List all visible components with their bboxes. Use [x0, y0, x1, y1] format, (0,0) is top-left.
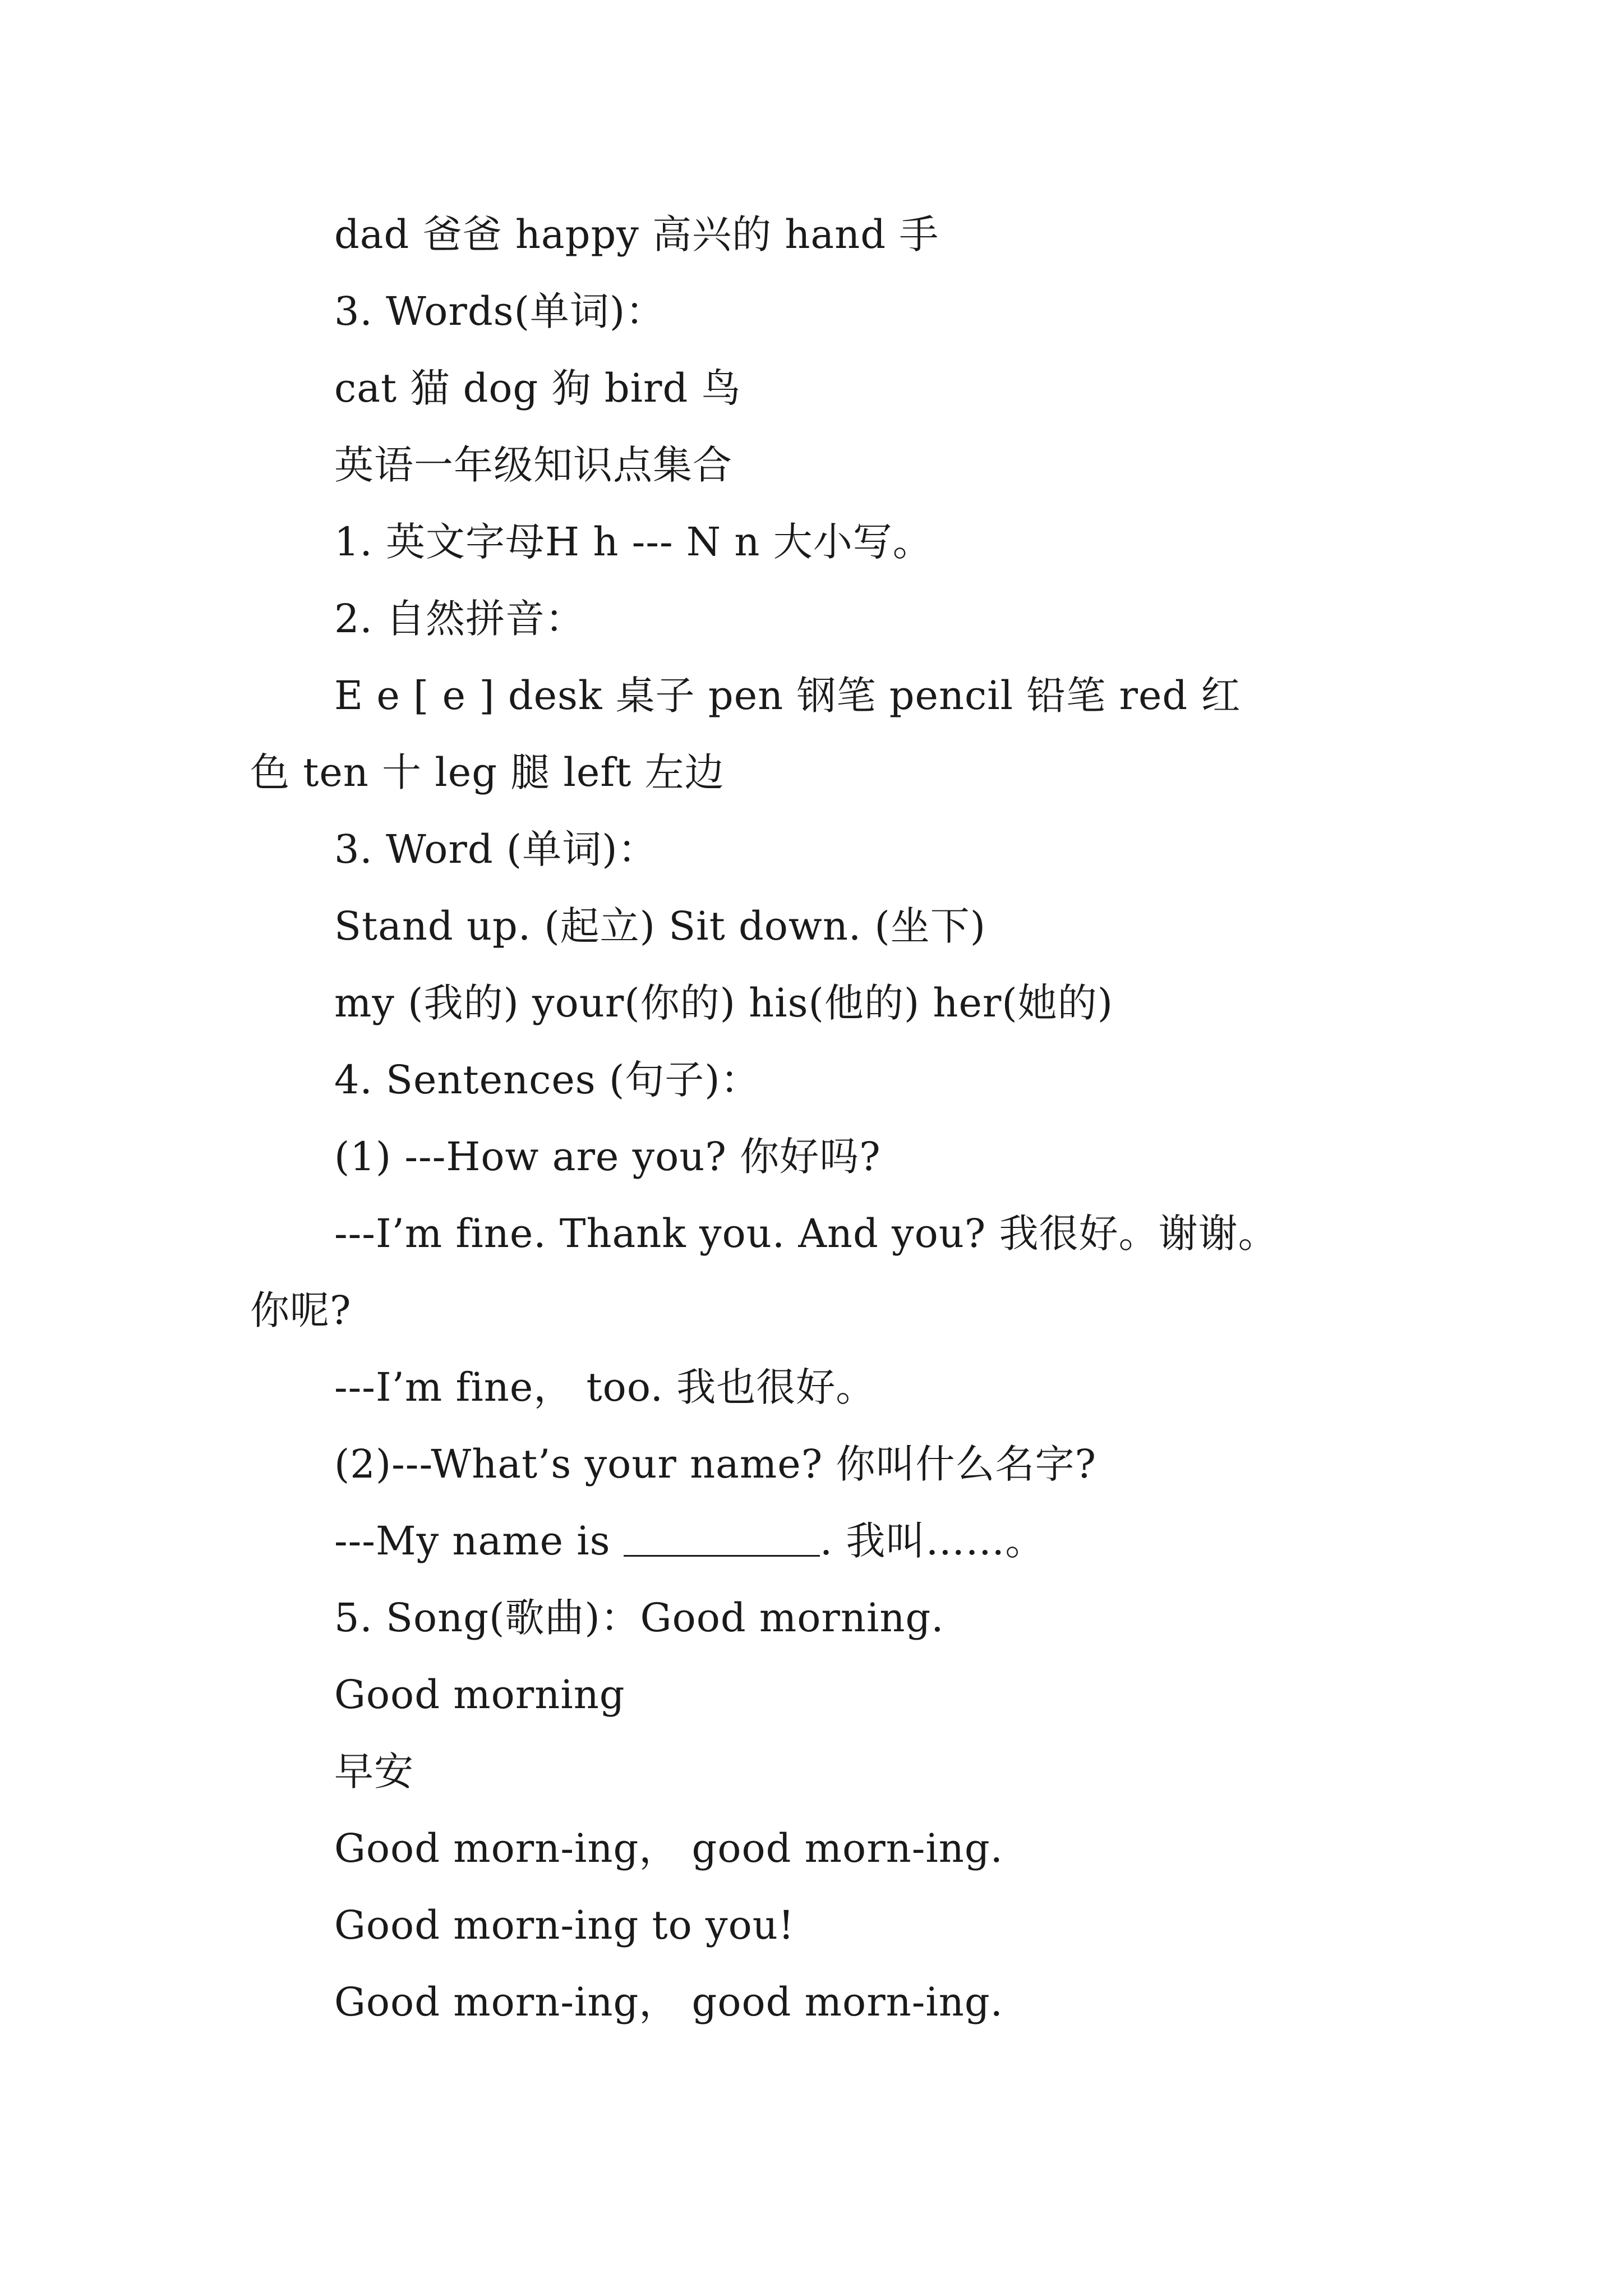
text-line-continuation: 色 ten 十 leg 腿 left 左边	[250, 749, 725, 795]
song-lyric: Good morn-ing to you!	[334, 1902, 795, 1948]
section-heading: 1. 英文字母H h --- N n 大小写。	[334, 519, 933, 565]
sentence-end: . 我叫……。	[819, 1518, 1045, 1564]
text-line: (1) ---How are you? 你好吗?	[334, 1134, 881, 1180]
text-line: (2)---What’s your name? 你叫什么名字?	[334, 1441, 1097, 1487]
section-heading: 3. Words(单词)：	[334, 288, 666, 334]
song-lyric: Good morn-ing， good morn-ing.	[334, 1825, 1003, 1871]
text-line: Stand up. (起立) Sit down. (坐下)	[334, 903, 986, 949]
fill-in-blank	[624, 1521, 820, 1557]
song-lyric: Good morn-ing， good morn-ing.	[334, 1979, 1003, 2025]
text-line: E e [ e ] desk 桌子 pen 钢笔 pencil 铅笔 red 红	[334, 673, 1241, 719]
section-heading: 5. Song(歌曲)：Good morning.	[334, 1595, 944, 1641]
section-heading: 3. Word (单词)：	[334, 826, 658, 872]
text-line-continuation: 你呢?	[250, 1287, 352, 1333]
text-line: dad 爸爸 happy 高兴的 hand 手	[334, 211, 939, 257]
document-title: 英语一年级知识点集合	[334, 442, 732, 488]
text-line-with-blank	[250, 1503, 1400, 1580]
text-line: my (我的) your(你的) his(他的) her(她的)	[334, 980, 1114, 1026]
text-line: ---I’m fine. Thank you. And you? 我很好。谢谢。	[334, 1211, 1278, 1257]
section-heading: 2. 自然拼音：	[334, 596, 585, 642]
text-line: cat 猫 dog 狗 bird 鸟	[334, 365, 741, 411]
song-translation: 早安	[334, 1749, 414, 1795]
song-title: Good morning	[334, 1672, 625, 1718]
sentence-start: ---My name is	[334, 1518, 611, 1564]
document-body	[250, 196, 1400, 2041]
text-line: ---I’m fine， too. 我也很好。	[334, 1364, 876, 1410]
section-heading: 4. Sentences (句子)：	[334, 1057, 760, 1103]
